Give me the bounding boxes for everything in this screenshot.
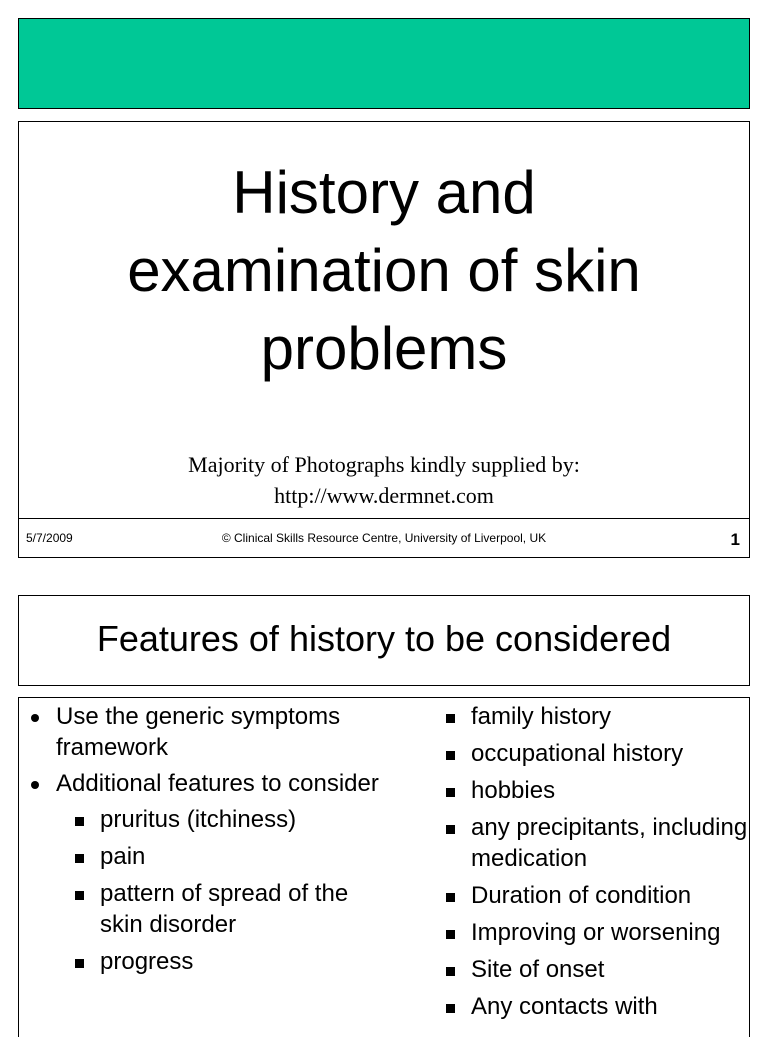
bullet-square-icon xyxy=(446,967,455,976)
list-item: any precipitants, including medication xyxy=(471,812,761,874)
list-item: Any contacts with xyxy=(471,991,761,1022)
list-item: Site of onset xyxy=(471,954,761,985)
right-bullet-list xyxy=(471,701,761,1028)
bullet-square-icon xyxy=(446,714,455,723)
slide-title-box xyxy=(18,595,750,686)
title-line: examination of skin xyxy=(127,237,641,304)
bullet-square-icon xyxy=(446,788,455,797)
bullet-square-icon xyxy=(75,959,84,968)
left-bullet-list xyxy=(56,701,396,983)
list-item: Use the generic symptoms framework xyxy=(56,701,396,763)
bullet-square-icon xyxy=(446,893,455,902)
bullet-square-icon xyxy=(75,854,84,863)
bullet-square-icon xyxy=(446,751,455,760)
photo-credit xyxy=(19,449,749,511)
sub-list-item: pain xyxy=(100,841,396,872)
bullet-square-icon xyxy=(446,1004,455,1013)
title-slide xyxy=(18,121,750,558)
list-item: occupational history xyxy=(471,738,761,769)
title-line: History and xyxy=(232,159,536,226)
credit-url: http://www.dermnet.com xyxy=(274,483,494,508)
page-number: 1 xyxy=(730,530,740,549)
sub-list-item: pruritus (itchiness) xyxy=(100,804,396,835)
bullet-square-icon xyxy=(446,930,455,939)
list-item: family history xyxy=(471,701,761,732)
bullet-square-icon xyxy=(75,891,84,900)
footer-copyright: © Clinical Skills Resource Centre, University of Liverpool, UK xyxy=(221,531,547,545)
slide-title xyxy=(19,154,749,388)
sub-list-item: progress xyxy=(100,946,396,977)
bullet-square-icon xyxy=(75,817,84,826)
list-item: Duration of condition xyxy=(471,880,761,911)
bullet-square-icon xyxy=(446,825,455,834)
list-item: hobbies xyxy=(471,775,761,806)
footer-divider xyxy=(19,518,749,519)
title-line: problems xyxy=(260,315,508,382)
list-item: Improving or worsening xyxy=(471,917,761,948)
slide2-title: Features of history to be considered xyxy=(96,618,672,659)
credit-line: Majority of Photographs kindly supplied by: xyxy=(188,452,580,477)
sub-list-item: pattern of spread of the skin disorder xyxy=(100,878,396,940)
header-color-bar xyxy=(18,18,750,109)
list-item: Additional features to consider xyxy=(56,768,396,799)
slide-body xyxy=(18,697,750,1037)
bullet-dot-icon xyxy=(31,781,39,789)
footer-date: 5/7/2009 xyxy=(26,531,73,545)
slide-footer xyxy=(19,520,749,556)
bullet-dot-icon xyxy=(31,714,39,722)
